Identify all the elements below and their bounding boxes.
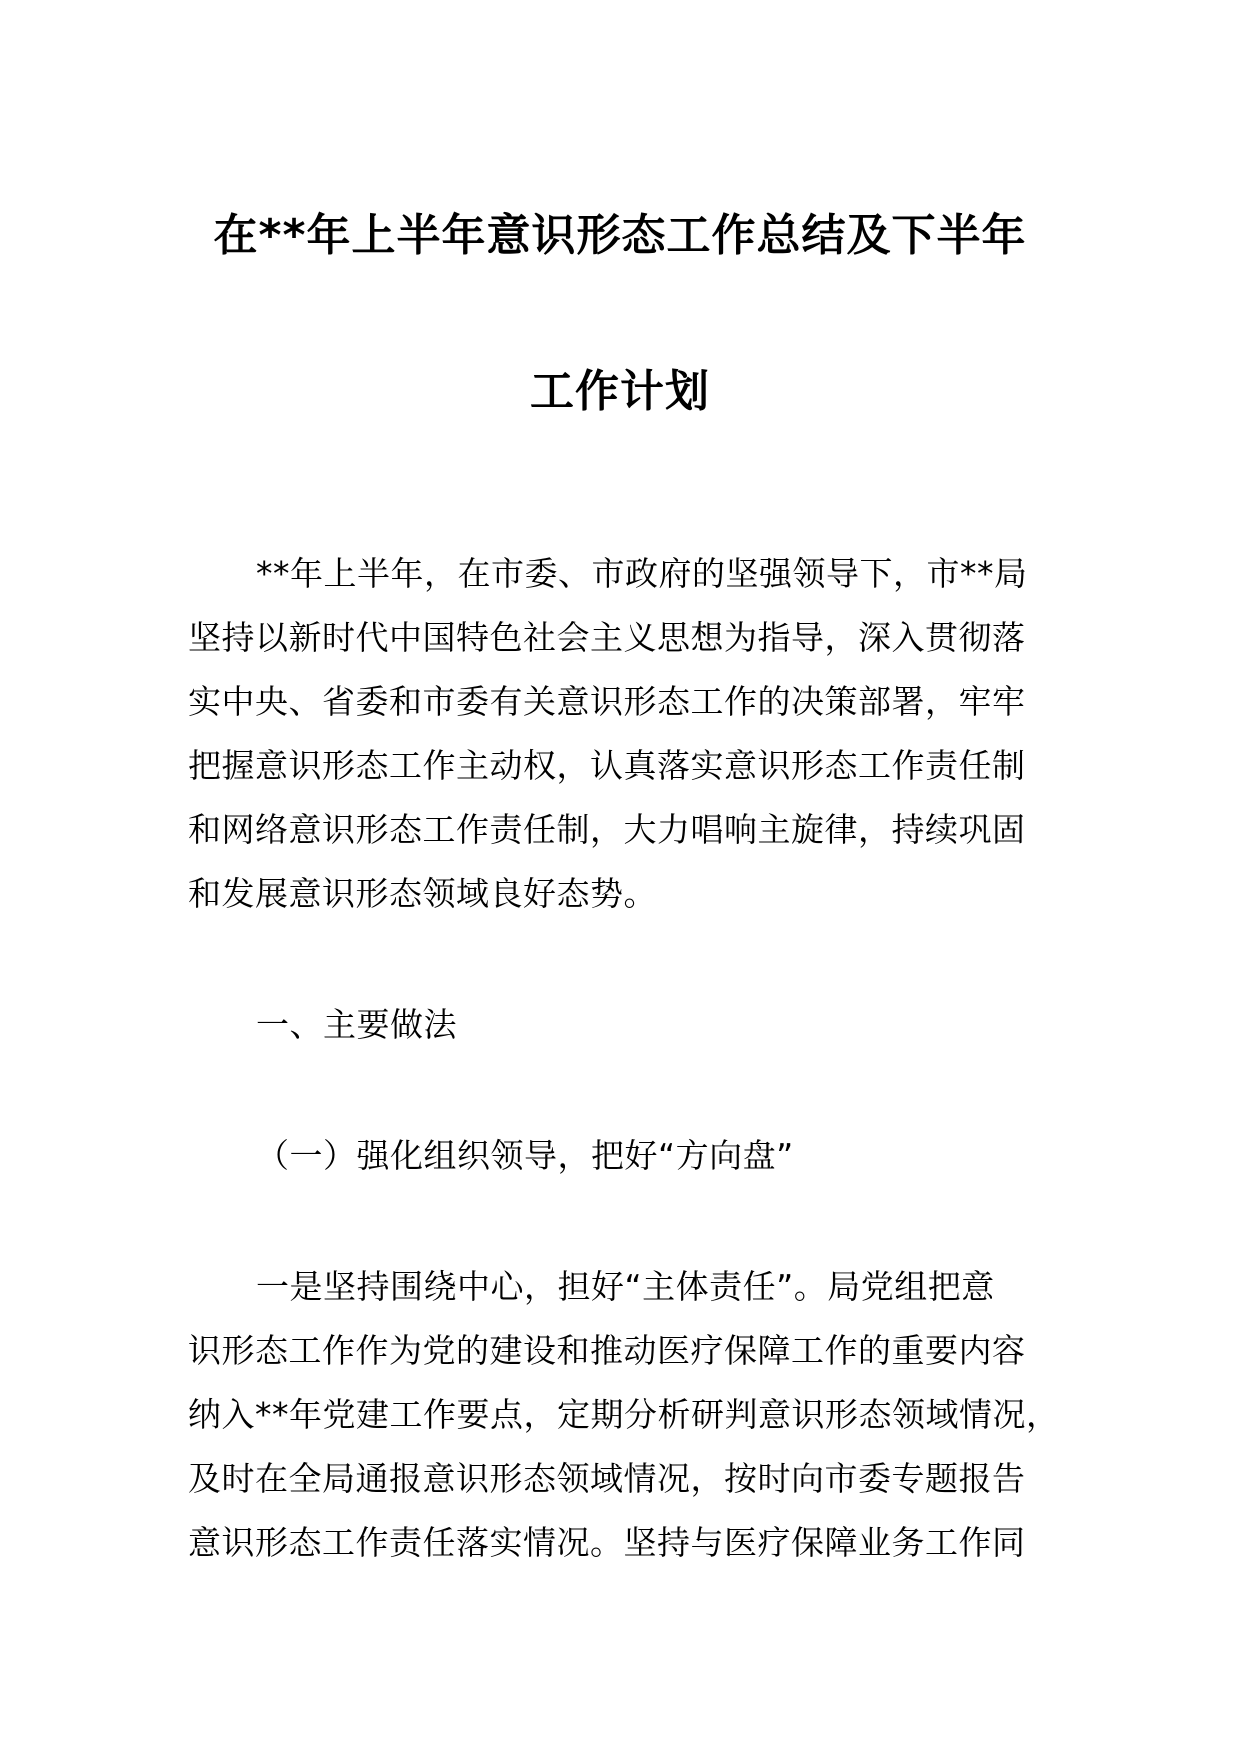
paragraph-1-line-2: 坚持以新时代中国特色社会主义思想为指导，深入贯彻落 (188, 618, 1026, 657)
paragraph-2-line-2: 识形态工作作为党的建设和推动医疗保障工作的重要内容 (188, 1331, 1026, 1370)
paragraph-1-line-5: 和网络意识形态工作责任制，大力唱响主旋律，持续巩固 (188, 810, 1026, 849)
paragraph-1-line-3: 实中央、省委和市委有关意识形态工作的决策部署，牢牢 (188, 682, 1026, 721)
section-heading-1: 一、主要做法 (256, 1005, 457, 1044)
paragraph-2-line-3: 纳入**年党建工作要点，定期分析研判意识形态领域情况， (188, 1395, 1060, 1434)
document-title-line-1: 在**年上半年意识形态工作总结及下半年 (213, 210, 1027, 261)
paragraph-1-line-1: **年上半年，在市委、市政府的坚强领导下，市**局 (256, 554, 1028, 593)
paragraph-2-line-1: 一是坚持围绕中心，担好“主体责任”。局党组把意 (256, 1267, 995, 1306)
document-title-line-2: 工作计划 (530, 366, 710, 417)
paragraph-1-line-6: 和发展意识形态领域良好态势。 (188, 874, 657, 913)
subsection-heading-1: （一）强化组织领导，把好“方向盘” (256, 1136, 794, 1175)
paragraph-2-line-5: 意识形态工作责任落实情况。坚持与医疗保障业务工作同 (188, 1523, 1026, 1562)
paragraph-1-line-4: 把握意识形态工作主动权，认真落实意识形态工作责任制 (188, 746, 1026, 785)
paragraph-2-line-4: 及时在全局通报意识形态领域情况，按时向市委专题报告 (188, 1459, 1026, 1498)
